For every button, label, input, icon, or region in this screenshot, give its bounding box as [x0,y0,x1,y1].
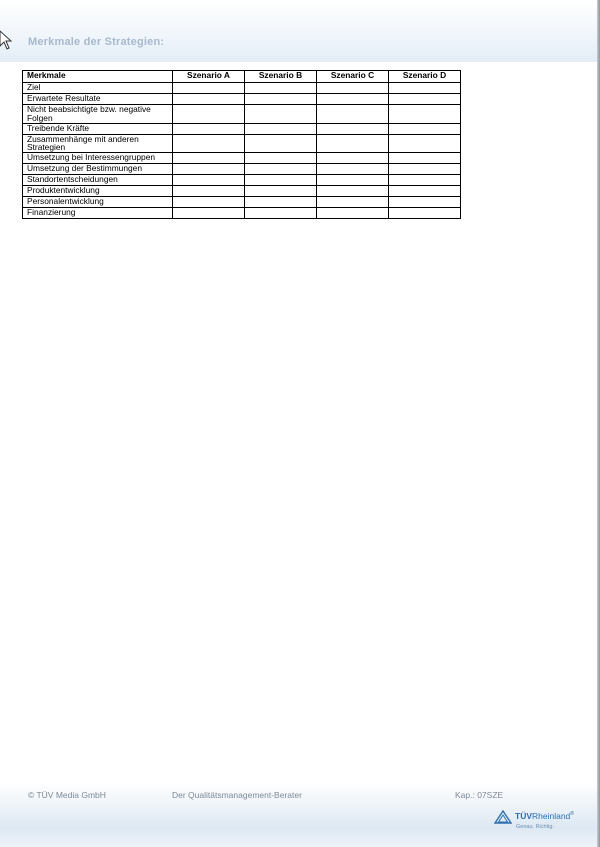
table-cell [245,175,317,186]
table-row [23,105,461,124]
table-cell [317,153,389,164]
row-label: Umsetzung der Bestimmungen [23,164,173,175]
table-cell [173,94,245,105]
column-header: Szenario D [389,71,461,83]
row-label: Personalentwicklung [23,197,173,208]
strategy-features-table [22,70,461,219]
table-row [23,197,461,208]
table-cell [173,186,245,197]
table-cell [389,197,461,208]
column-header: Szenario C [317,71,389,83]
table-cell [173,208,245,219]
table-cell [245,208,317,219]
table-row [23,186,461,197]
table-cell [317,123,389,134]
table-cell [245,197,317,208]
table-cell [173,164,245,175]
table-cell [317,175,389,186]
footer-copyright: © TÜV Media GmbH [28,790,106,800]
table-cell [317,105,389,124]
table-cell [245,94,317,105]
table-cell [389,105,461,124]
table-cell [389,134,461,153]
row-label: Zusammenhänge mit anderen Strategien [23,134,173,153]
triangle-logo-icon [494,810,512,824]
table-cell [389,153,461,164]
row-label: Umsetzung bei Interessengruppen [23,153,173,164]
table-cell [317,83,389,94]
table-cell [173,105,245,124]
row-label: Ziel [23,83,173,94]
row-label: Nicht beabsichtigte bzw. negative Folgen [23,105,173,124]
row-label: Treibende Kräfte [23,123,173,134]
table-row [23,94,461,105]
table-cell [173,153,245,164]
table-cell [389,83,461,94]
table-row [23,164,461,175]
tuv-logo [494,808,590,834]
table-cell [173,123,245,134]
page-header [0,0,597,62]
table-cell [173,197,245,208]
table-cell [245,186,317,197]
table-cell [317,134,389,153]
table-cell [173,83,245,94]
logo-name-bold: TÜV [515,811,532,821]
logo-tagline: Genau. Richtig. [516,824,554,830]
table-cell [389,164,461,175]
footer-publication: Der Qualitätsmanagement-Berater [172,790,302,800]
table-cell [245,153,317,164]
table-cell [317,208,389,219]
table-row [23,153,461,164]
table-cell [389,94,461,105]
table-cell [245,83,317,94]
row-label: Standortentscheidungen [23,175,173,186]
table-cell [173,134,245,153]
table-row [23,123,461,134]
table-header-row [23,71,461,83]
logo-name-rest: Rheinland [532,811,571,821]
table-cell [245,105,317,124]
footer-chapter: Kap.: 07SZE [455,790,504,800]
row-label: Finanzierung [23,208,173,219]
logo-wordmark [515,811,574,821]
table-cell [245,134,317,153]
table-row [23,208,461,219]
mouse-pointer-icon [0,30,13,50]
table-row [23,83,461,94]
table-cell [317,164,389,175]
row-label: Produktentwicklung [23,186,173,197]
column-header: Szenario B [245,71,317,83]
table-cell [389,175,461,186]
table-cell [245,164,317,175]
column-header: Merkmale [23,71,173,83]
table-cell [317,94,389,105]
table-cell [317,197,389,208]
table-cell [389,186,461,197]
table-cell [317,186,389,197]
table-cell [389,123,461,134]
table-row [23,175,461,186]
table-cell [173,175,245,186]
column-header: Szenario A [173,71,245,83]
table-cell [389,208,461,219]
logo-registered: ® [570,811,574,818]
table-row [23,134,461,153]
page-title: Merkmale der Strategien: [28,36,165,48]
row-label: Erwartete Resultate [23,94,173,105]
table-cell [245,123,317,134]
